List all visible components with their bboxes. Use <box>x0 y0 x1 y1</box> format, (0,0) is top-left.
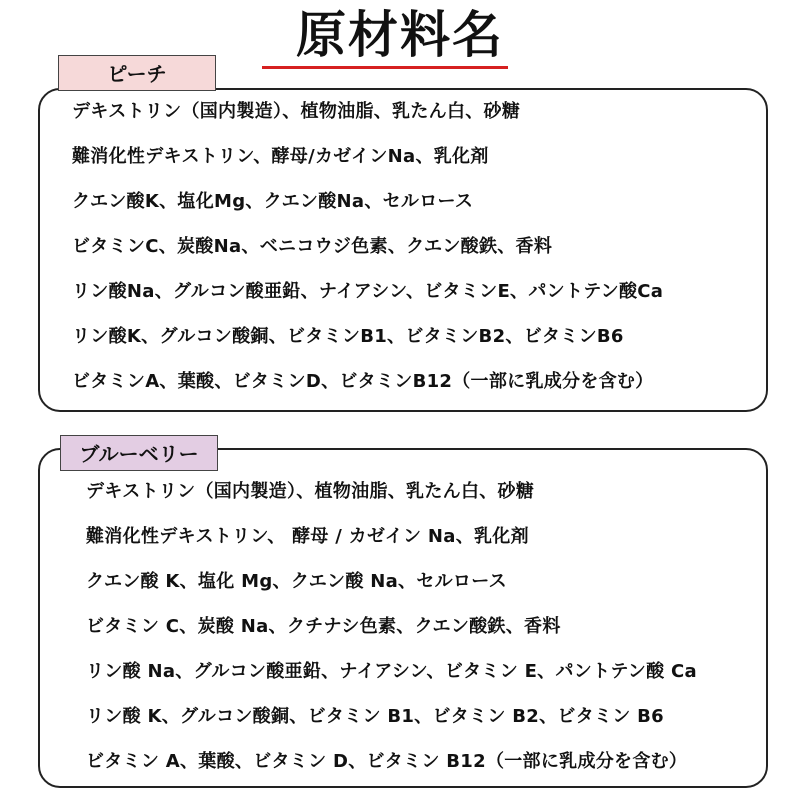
ingredient-line: デキストリン（国内製造）、植物油脂、乳たん白、砂糖 <box>72 101 521 122</box>
peach-ingredient-list <box>72 92 663 407</box>
ingredient-line: デキストリン（国内製造）、植物油脂、乳たん白、砂糖 <box>86 481 535 502</box>
page-title: 原材料名 <box>296 6 504 64</box>
ingredient-line: リン酸Na、グルコン酸亜鉛、ナイアシン、ビタミンE、パントテン酸Ca <box>72 281 664 302</box>
ingredient-line: ビタミン A、葉酸、ビタミン D、ビタミン B12（一部に乳成分を含む） <box>86 751 688 772</box>
ingredient-line: リン酸 K、グルコン酸銅、ビタミン B1、ビタミン B2、ビタミン B6 <box>86 706 665 727</box>
ingredient-line: ビタミンA、葉酸、ビタミンD、ビタミンB12（一部に乳成分を含む） <box>72 371 654 392</box>
ingredient-line: 難消化性デキストリン、酵母/カゼインNa、乳化剤 <box>72 146 489 167</box>
blueberry-ingredient-list <box>86 472 697 787</box>
ingredient-line: ビタミンC、炭酸Na、ベニコウジ色素、クエン酸鉄、香料 <box>72 236 553 257</box>
ingredient-line: クエン酸K、塩化Mg、クエン酸Na、セルロース <box>72 191 474 212</box>
title-underline <box>262 66 508 69</box>
ingredient-line: リン酸 Na、グルコン酸亜鉛、ナイアシン、ビタミン E、パントテン酸 Ca <box>86 661 697 682</box>
ingredient-line: 難消化性デキストリン、 酵母 / カゼイン Na、乳化剤 <box>86 526 529 547</box>
ingredient-line: ビタミン C、炭酸 Na、クチナシ色素、クエン酸鉄、香料 <box>86 616 561 637</box>
peach-label-tag: ピーチ <box>58 55 216 91</box>
ingredient-line: クエン酸 K、塩化 Mg、クエン酸 Na、セルロース <box>86 571 507 592</box>
blueberry-label-tag: ブルーベリー <box>60 435 218 471</box>
ingredient-line: リン酸K、グルコン酸銅、ビタミンB1、ビタミンB2、ビタミンB6 <box>72 326 624 347</box>
